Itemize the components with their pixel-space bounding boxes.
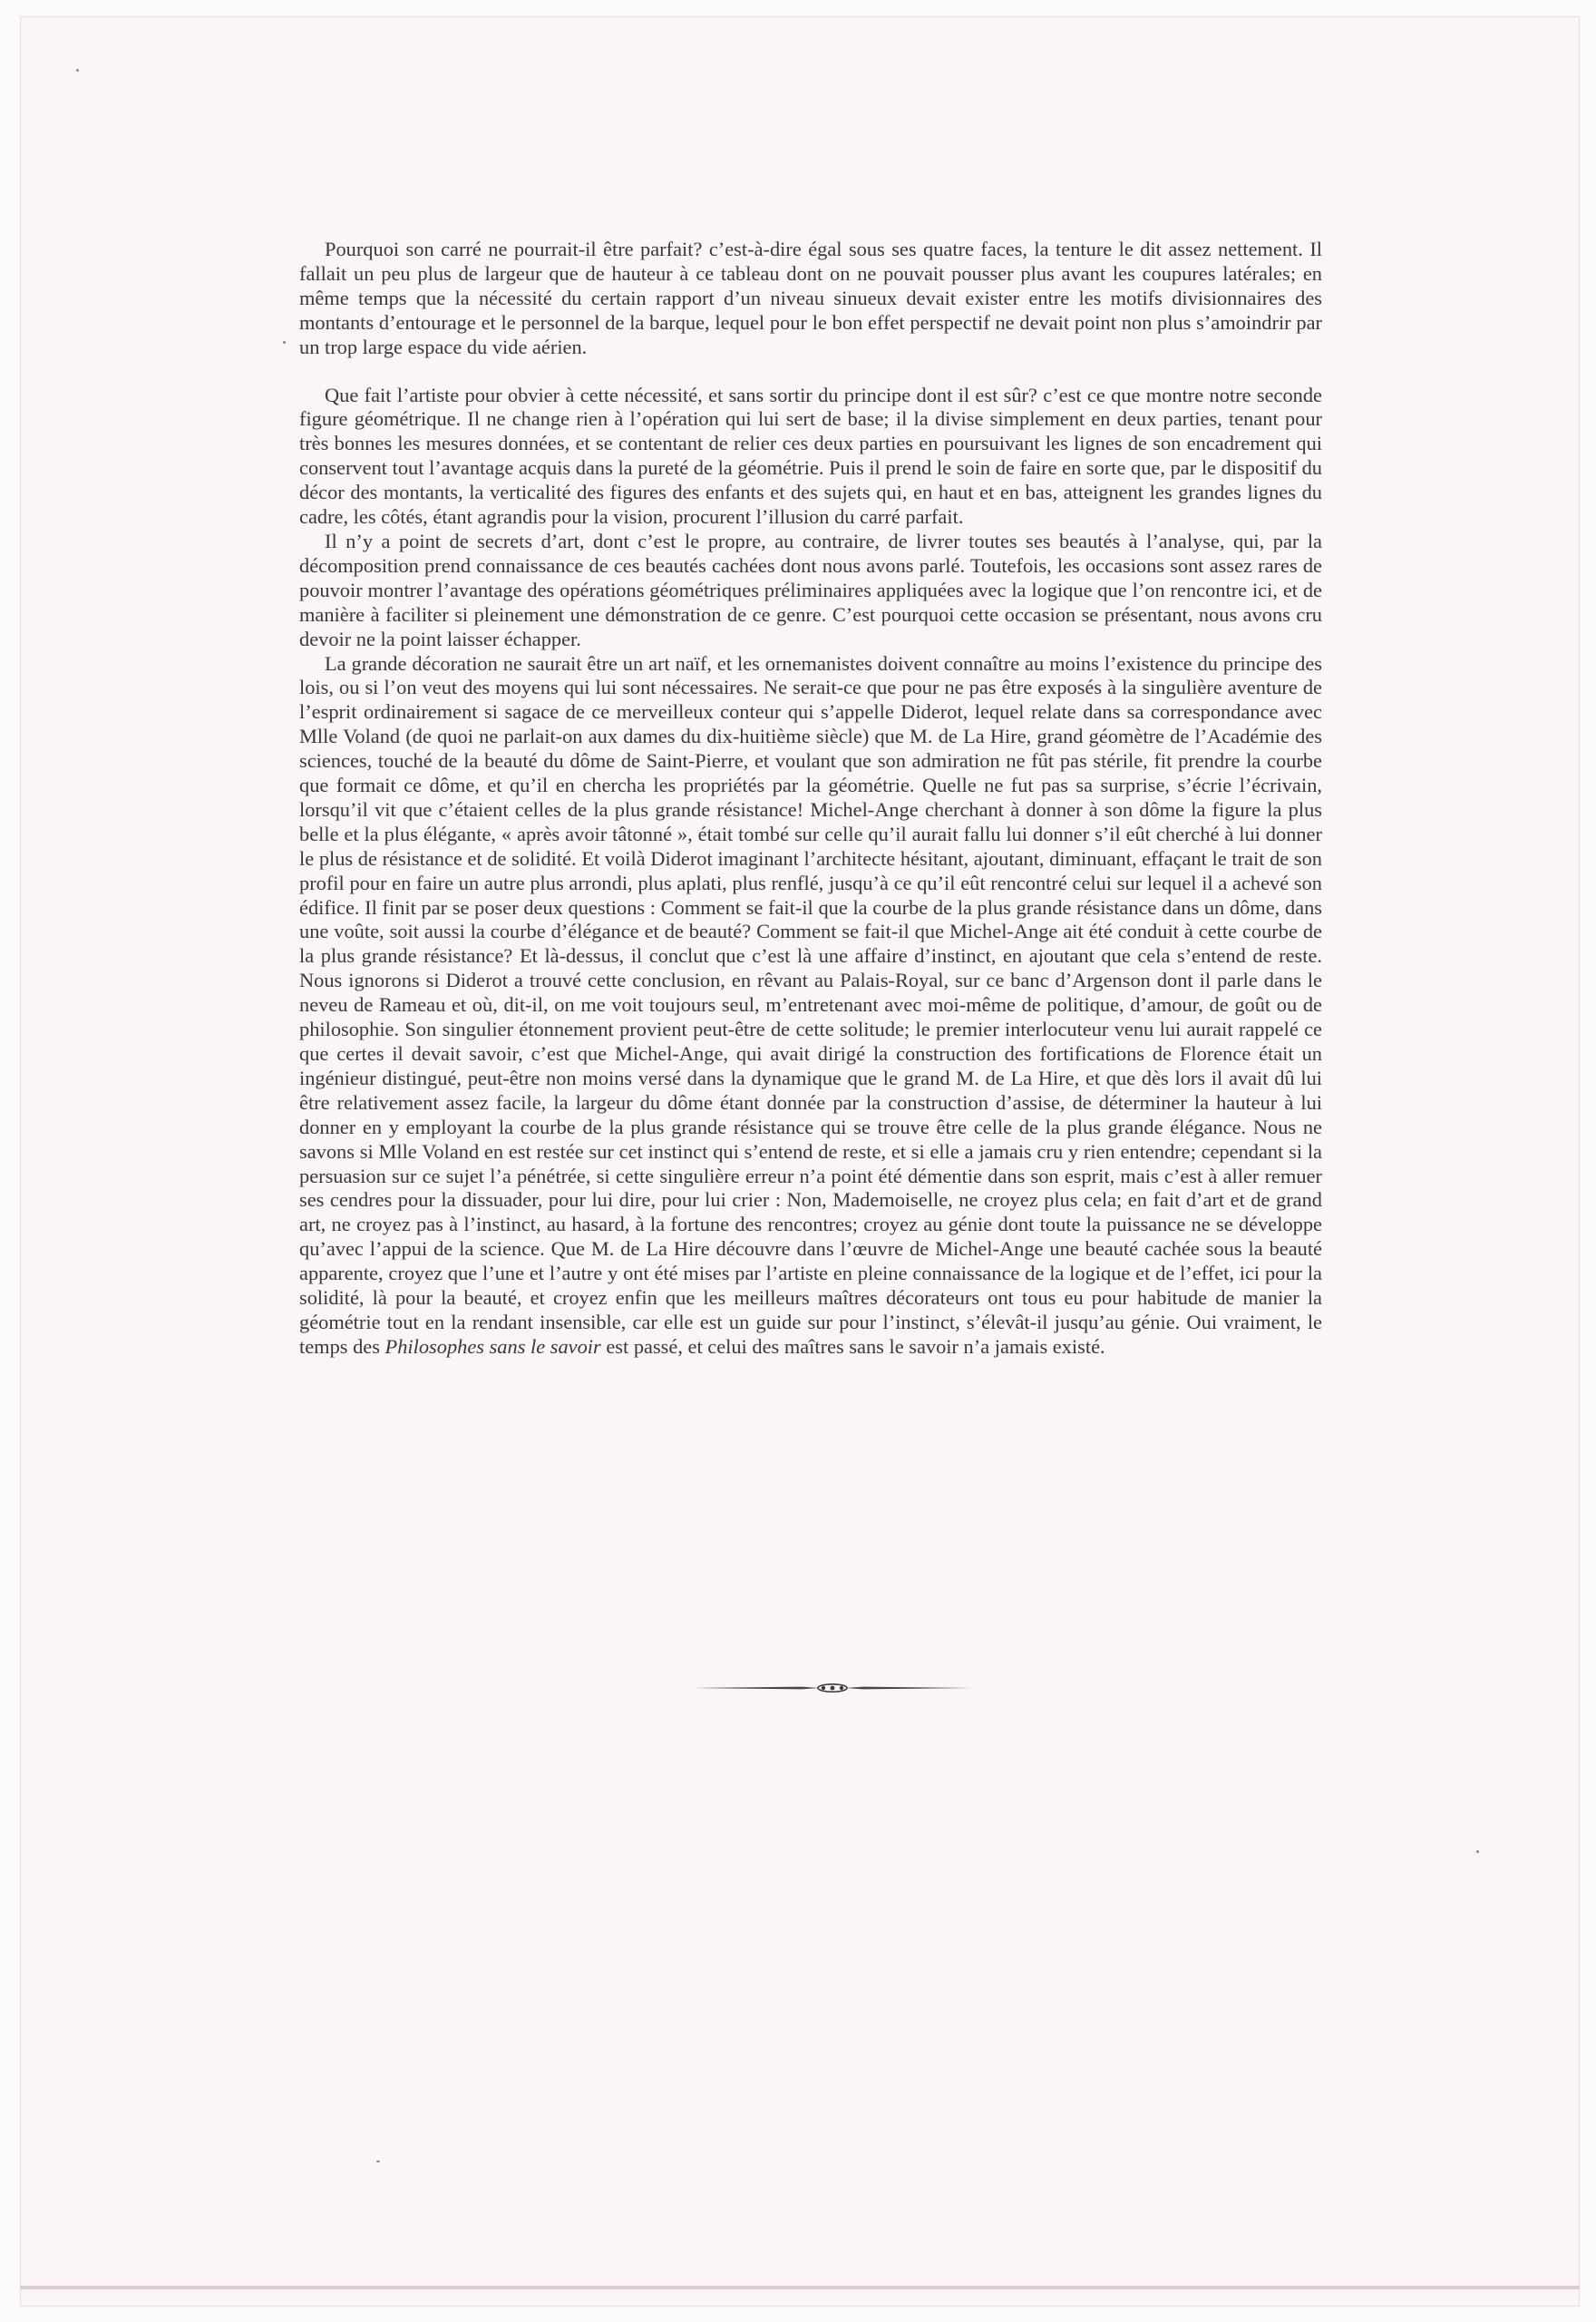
- paper-speck: [376, 2161, 380, 2162]
- paragraph-4: [299, 652, 1322, 1360]
- paper-speck: [76, 69, 79, 72]
- body-text: [299, 238, 1322, 1360]
- paragraph-4-text-a: La grande décoration ne saurait être un art naïf, et les ornemanistes doivent connaître au moins l’existence du principe des lois, ou si l’on veut des moyens qui lui sont nécessaires. Ne serait-ce que pour ne pas être exposés à la singulière aventure de l’esprit ordinairement si sagace de ce merveilleux conteur qui s’appelle Diderot, lequel relate dans sa correspondance avec Mlle Voland (de quoi ne parlait-on aux dames du dix-huitième siècle) que M. de La Hire, grand géomètre de l’Académie des sciences, touché de la beauté du dôme de Saint-Pierre, et voulant que son admiration ne fût pas stérile, fit prendre la courbe que formait ce dôme, et qu’il en chercha les propriétés par la géométrie. Quelle ne fut pas sa surprise, s’écrie l’écrivain, lorsqu’il vit que c’étaient celles de la plus grande résistance! Michel-Ange cherchant à donner à son dôme la figure la plus belle et la plus élégante, « après avoir tâtonné », était tombé sur celle qu’il aurait fallu lui donner s’il eût cherché à lui donner le plus de résistance et de solidité. Et voilà Diderot imaginant l’architecte hésitant, ajoutant, diminuant, effaçant le trait de son profil pour en faire un autre plus arrondi, plus aplati, plus renflé, jusqu’à ce qu’il eût rencontré celui sur lequel il a achevé son édifice. Il finit par se poser deux questions : Comment se fait-il que la courbe de la plus grande résistance dans un dôme, dans une voûte, soit aussi la courbe d’élégance et de beauté? Comment se fait-il que Michel-Ange ait été conduit à cette courbe de la plus grande résistance? Et là-dessus, il conclut que c’est là une affaire d’instinct, en ajoutant que cela s’entend de reste. Nous ignorons si Diderot a trouvé cette conclusion, en rêvant au Palais-Royal, sur ce banc d’Argenson dont il parle dans le neveu de Rameau et où, dit-il, on me voit toujours seul, m’entretenant avec moi-même de politique, d’amour, de goût ou de philosophie. Son singulier étonnement provient peut-être de cette solitude; le premier interlocuteur venu lui aurait rappelé ce que certes il devait savoir, c’est que Michel-Ange, qui avait dirigé la construction des fortifications de Florence était un ingénieur distingué, peut-être non moins versé dans la dynamique que le grand M. de La Hire, et que dès lors il avait dû lui être relativement assez facile, la largeur du dôme étant donnée par la construction d’assise, de déterminer la hauteur à lui donner en y employant la courbe de la plus grande résistance qui se trouve être celle de la plus grande élégance. Nous ne savons si Mlle Voland en est restée sur cet instinct qui s’entend de reste, et si elle a jamais cru y rien entendre; cependant si la persuasion sur ce sujet l’a pénétrée, si cette singulière erreur n’a point été démentie dans son esprit, mais c’est à aller remuer ses cendres pour la dissuader, pour lui dire, pour lui crier : Non, Mademoiselle, ne croyez plus cela; en fait d’art et de grand art, ne croyez pas à l’instinct, au hasard, à la fortune des rencontres; croyez au génie dont toute la puissance ne se développe qu’avec l’appui de la science. Que M. de La Hire découvre dans l’œuvre de Michel-Ange une beauté cachée sous la beauté apparente, croyez que l’une et l’autre y ont été mises par l’artiste en pleine connaissance de la logique et de l’effet, ici pour la solidité, là pour la beauté, et croyez enfin que les meilleurs maîtres décorateurs ont tous eu pour habitude de manier la géométrie tout en la rendant insensible, car elle est un guide sur pour l’instinct, s’élevât-il jusqu’au génie. Oui vraiment, le temps des: [299, 651, 1322, 1358]
- paragraph-3: Il n’y a point de secrets d’art, dont c’est le propre, au contraire, de livrer toutes ses beautés à l’analyse, qui, par la décomposition prend connaissance de ces beautés cachées dont nous avons parlé. Toutefois, les occasions sont assez rares de pouvoir montrer l’avantage des opérations géométriques préliminaires appliquées avec la logique que l’on rencontre ici, et de manière à faciliter si pleinement une démonstration de ce genre. C’est pourquoi cette occasion se présentant, nous avons cru devoir ne la point laisser échapper.: [299, 529, 1322, 650]
- paragraph-4-text-b: est passé, et celui des maîtres sans le savoir n’a jamais existé.: [600, 1334, 1105, 1358]
- paragraph-1: Pourquoi son carré ne pourrait-il être parfait? c’est-à-dire égal sous ses quatre faces, la tenture le dit assez nettement. Il fallait un peu plus de largeur que de hauteur à ce tableau dont on ne pouvait pousser plus avant les coupures latérales; en même temps que la nécessité du certain rapport d’un niveau sinueux devait exister entre les motifs divisionnaires des montants d’entourage et le personnel de la barque, lequel pour le bon effet perspectif ne devait point non plus s’amoindrir par un trop large espace du vide aérien.: [299, 238, 1322, 358]
- paragraph-2: Que fait l’artiste pour obvier à cette nécessité, et sans sortir du principe dont il est sûr? c’est ce que montre notre seconde figure géométrique. Il ne change rien à l’opération qui lui sert de base; il la divise simplement en deux parties, tenant pour très bonnes les mesures données, et se contentant de relier ces deux parties en poursuivant les lignes de son encadrement qui conservent tout l’avantage acquis dans la pureté de la géométrie. Puis il prend le soin de faire en sorte que, par le dispositif du décor des montants, la verticalité des figures des enfants et des sujets qui, en haut et en bas, atteignent les grandes lignes du cadre, les côtés, étant agrandis pour la vision, procurent l’illusion du carré parfait.: [299, 383, 1322, 529]
- fleuron-ornament-icon: [693, 1680, 972, 1696]
- paper-speck: [1476, 1850, 1479, 1853]
- italic-book-title: Philosophes sans le savoir: [384, 1334, 601, 1358]
- paper-speck: [283, 341, 286, 344]
- sheet-bottom-edge: [20, 2286, 1580, 2289]
